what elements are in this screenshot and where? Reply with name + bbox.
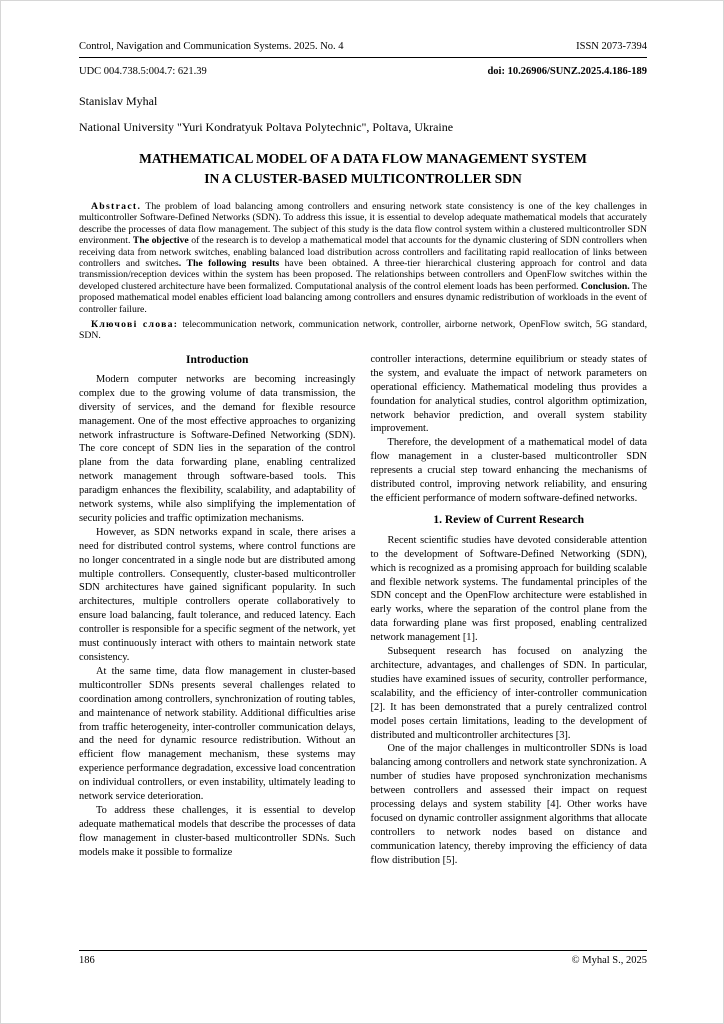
- paragraph: Subsequent research has focused on analyzing the architecture, advantages, and challenges of SDN. In particular, studies have examined issues of security, controller performance, scalability, and the efficiency of inter-controller communication [2]. It has been demonstrated that a purely centralized control model poses certain limitations, leading to the development of distributed and multicontroller architectures [3].: [370, 646, 647, 741]
- page-number: 186: [79, 955, 95, 966]
- left-column: [79, 353, 356, 868]
- udc-doi-row: [79, 66, 647, 77]
- paragraph: Modern computer networks are becoming increasingly complex due to the growing volume of data transmission, the diversity of services, and the demand for flexible resource management. One of the most effective approaches to organizing network infrastructure is Software-Defined Networking (SDN). The core concept of SDN lies in the separation of the control plane from the data forwarding plane, enabling centralized network management through software-based tools. This paradigm enhances the flexibility, scalability, and adaptability of network systems, while also simplifying the implementation of security policies and traffic optimization mechanisms.: [79, 373, 356, 524]
- abstract: Abstract. The problem of load balancing among controllers and ensuring network state consistency is one of the key challenges in multicontroller Software-Defined Networks (SDN). To address this issue, it is essential to develop adequate mathematical models that accurately describe the processes of data flow management. The subject of this study is the data flow control system within a clustered multicontroller SDN environment. The objective of the research is to develop a mathematical model that accounts for the dynamic clustering of SDN controllers when receiving data from network switches, enabling balanced load distribution across controllers and facilitating rapid reallocation of links between controllers and switches. The following results have been obtained. A three-tier hierarchical clustering approach for control and data transmission/reception devices within the system has been proposed. The relationships between controllers and OpenFlow switches within the developed clustered architecture have been formalized. Computational analysis of the control element loads has been performed. Conclusion. The proposed mathematical model enables efficient load balancing among controllers and ensures dynamic redistribution of workloads in the event of controller failure.: [79, 201, 647, 315]
- paragraph: Therefore, the development of a mathematical model of data flow management in a cluster-based multicontroller SDN represents a crucial step toward enhancing the mechanisms of distributed control, improving network reliability, and ensuring the efficient performance of modern software-defined networks.: [370, 437, 647, 504]
- running-header: [79, 41, 647, 52]
- paragraph: One of the major challenges in multicontroller SDNs is load balancing among controllers and network state synchronization. A number of studies have proposed synchronization mechanisms between controllers and assessed their impact on request processing delays and system stability [4]. Other works have focused on dynamic controller assignment algorithms that allocate controllers to network nodes based on distance and communication latency, thereby improving the efficiency of data flow distribution [5].: [370, 743, 647, 866]
- udc-label: UDC 004.738.5:004.7: 621.39: [79, 66, 207, 77]
- header-rule: [79, 57, 647, 58]
- right-column: [371, 353, 648, 868]
- issn-label: ISSN 2073-7394: [576, 41, 647, 52]
- section-heading-review: 1. Review of Current Research: [433, 513, 585, 526]
- doi-label: doi: 10.26906/SUNZ.2025.4.186-189: [487, 66, 647, 77]
- copyright: © Myhal S., 2025: [571, 955, 647, 966]
- paragraph: controller interactions, determine equilibrium or steady states of the system, and evaluate the impact of network parameters on operational efficiency. Mathematical modeling thus provides a foundation for analytical studies, control algorithm optimization, network behavior prediction, and overall system stability improvement.: [370, 353, 647, 435]
- paragraph: Recent scientific studies have devoted considerable attention to the development of Software-Defined Networking (SDN), which is recognized as a promising approach for building scalable and flexible network systems. The fundamental principles of the SDN concept and the OpenFlow architecture were established in early works, where the separation of the control plane from the data forwarding plane was first proposed, enabling centralized network management [1].: [370, 534, 647, 644]
- paragraph: To address these challenges, it is essential to develop adequate mathematical models that describe the processes of data flow management in cluster-based multicontroller SDNs. Such models make it possible to formalize: [79, 804, 356, 858]
- paragraph: At the same time, data flow management in cluster-based multicontroller SDNs presents several challenges related to coordination among controllers, synchronization of routing tables, and maintenance of network stability. Additional difficulties arise from traffic heterogeneity, inter-controller communication delays, and the need for dynamic resource redistribution. Without an efficient flow management mechanism, these systems may experience performance degradation, excessive load concentration on individual controllers, or even instability, ultimately leading to network service deterioration.: [79, 665, 356, 803]
- journal-name: Control, Navigation and Communication Systems. 2025. No. 4: [79, 41, 344, 52]
- section-heading-introduction: Introduction: [186, 353, 249, 366]
- affiliation: National University "Yuri Kondratyuk Poltava Polytechnic", Poltava, Ukraine: [79, 120, 454, 134]
- title-line-1: MATHEMATICAL MODEL OF A DATA FLOW MANAGEMENT SYSTEM: [139, 151, 587, 166]
- two-column-body: [79, 353, 647, 868]
- keywords: Ключові слова: telecommunication network, communication network, controller, airborne network, OpenFlow switch, 5G standard, SDN.: [79, 319, 647, 342]
- paper-title: [79, 149, 647, 189]
- title-line-2: IN A CLUSTER-BASED MULTICONTROLLER SDN: [204, 171, 522, 186]
- author-name: Stanislav Myhal: [79, 94, 158, 108]
- page-footer: [79, 950, 647, 966]
- paragraph: However, as SDN networks expand in scale, there arises a need for distributed control systems, where control functions are no longer concentrated in a single node but are distributed among multiple controllers. Consequently, cluster-based multicontroller SDN architectures have gained significant popularity. In such architectures, multiple controllers operate collaboratively to ensure load balancing, fault tolerance, and reduced latency. Each controller is responsible for a specific segment of the network, yet must continuously interact with others to maintain network state consistency.: [79, 526, 356, 663]
